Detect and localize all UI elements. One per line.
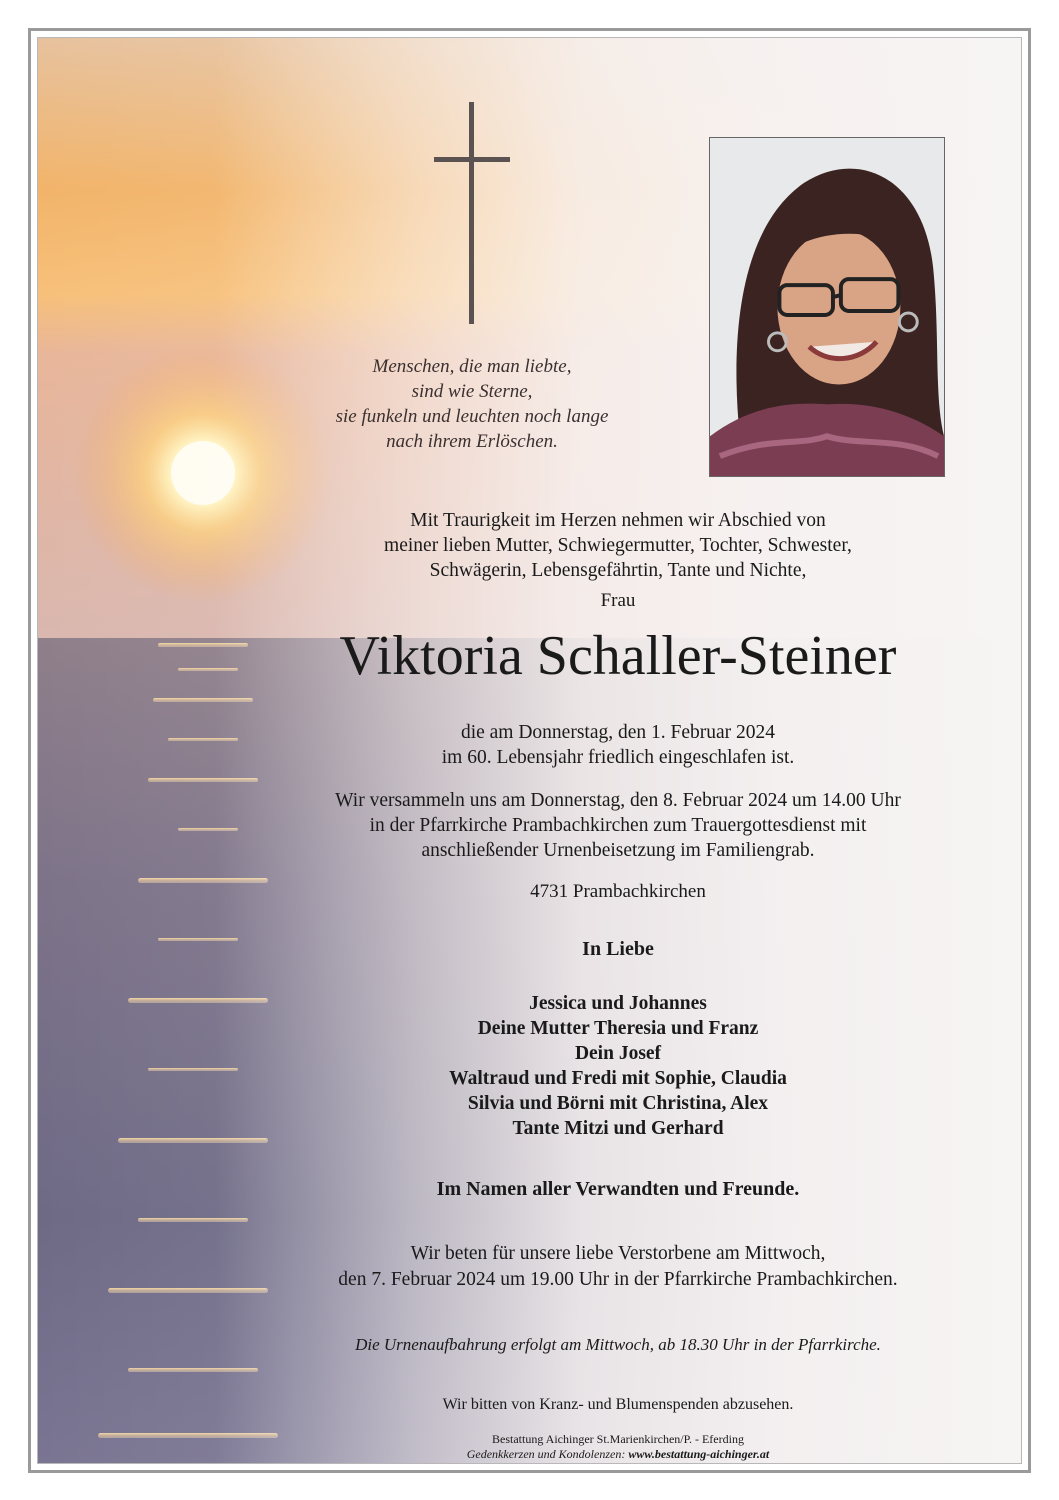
family-member: Deine Mutter Theresia und Franz — [477, 1018, 759, 1039]
on-behalf-line: Im Namen aller Verwandten und Freunde. — [436, 1178, 800, 1200]
prayer-line: Wir beten für unsere liebe Verstorbene am Mittwoch, — [410, 1243, 826, 1264]
cross-icon — [434, 102, 510, 324]
quote-line: sie funkeln und leuchten noch lange — [335, 406, 609, 427]
intro-line: Mit Traurigkeit im Herzen nehmen wir Abschied von — [410, 510, 826, 531]
in-love-heading: In Liebe — [582, 938, 654, 960]
service-line: Wir versammeln uns am Donnerstag, den 8. Februar 2024 um 14.00 Uhr — [335, 790, 901, 811]
deceased-name: Viktoria Schaller-Steiner — [339, 625, 897, 687]
family-member: Tante Mitzi und Gerhard — [512, 1118, 724, 1139]
prayer-line: den 7. Februar 2024 um 19.00 Uhr in der Pfarrkirche Prambachkirchen. — [338, 1269, 898, 1290]
quote-line: Menschen, die man liebte, — [372, 356, 572, 377]
farewell-intro — [258, 508, 978, 583]
death-notice-line: im 60. Lebensjahr friedlich eingeschlafen ist. — [441, 747, 795, 768]
condolence-label: Gedenkkerzen und Kondolenzen: — [466, 1447, 626, 1461]
family-member: Dein Josef — [574, 1043, 662, 1064]
funeral-service-info — [238, 788, 998, 863]
intro-line: Schwägerin, Lebensgefährtin, Tante und Nichte, — [429, 560, 807, 581]
service-line: in der Pfarrkirche Prambachkirchen zum Trauergottesdienst mit — [369, 815, 867, 836]
family-member: Silvia und Börni mit Christina, Alex — [467, 1093, 769, 1114]
portrait-photo — [709, 137, 945, 477]
service-line: anschließender Urnenbeisetzung im Familiengrab. — [421, 840, 815, 861]
quote-line: nach ihrem Erlöschen. — [386, 431, 558, 452]
death-notice-line: die am Donnerstag, den 1. Februar 2024 — [460, 722, 776, 743]
family-member: Jessica und Johannes — [529, 993, 707, 1014]
prayer-info — [238, 1241, 998, 1293]
salutation: Frau — [600, 590, 636, 611]
website-link[interactable]: www.bestattung-aichinger.at — [628, 1447, 770, 1461]
no-flowers-note: Wir bitten von Kranz- und Blumenspenden abzusehen. — [442, 1396, 794, 1413]
undertaker-name: Bestattung Aichinger St.Marienkirchen/P. - Eferding — [492, 1432, 744, 1446]
condolence-footer — [368, 1447, 868, 1462]
memorial-quote — [272, 354, 672, 454]
urn-viewing-note: Die Urnenaufbahrung erfolgt am Mittwoch, ab 18.30 Uhr in der Pfarrkirche. — [355, 1335, 881, 1354]
intro-line: meiner lieben Mutter, Schwiegermutter, Tochter, Schwester, — [384, 535, 852, 556]
family-member: Waltraud und Fredi mit Sophie, Claudia — [449, 1068, 787, 1089]
obituary-card — [37, 37, 1022, 1464]
family-list — [368, 991, 868, 1141]
place: 4731 Prambachkirchen — [530, 881, 706, 902]
death-notice — [318, 720, 918, 770]
quote-line: sind wie Sterne, — [411, 381, 533, 402]
